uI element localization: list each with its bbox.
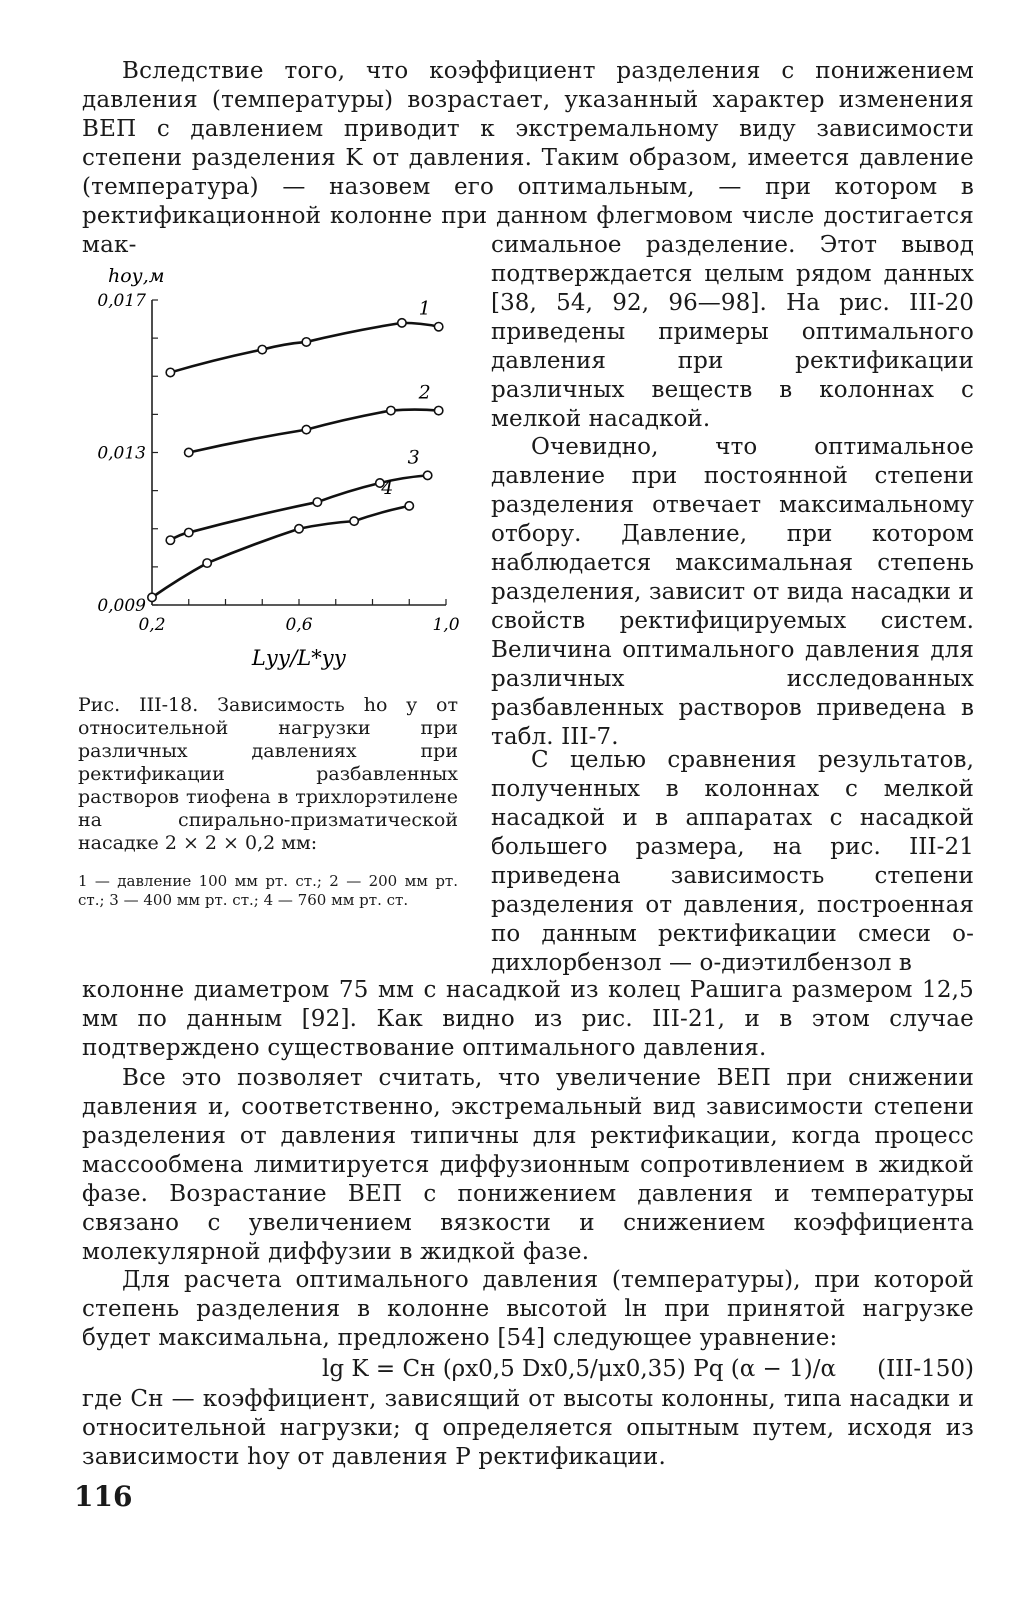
page-number: 116	[74, 1480, 133, 1513]
x-tick-label: 0,2	[138, 615, 166, 635]
data-point	[423, 471, 431, 479]
data-point	[398, 319, 406, 327]
data-point	[166, 536, 174, 544]
series-label-4: 4	[381, 476, 394, 499]
data-point	[203, 559, 211, 567]
data-point	[405, 502, 413, 510]
y-tick-label: 0,009	[97, 596, 146, 616]
data-point	[258, 345, 266, 353]
equation-number: (III-150)	[877, 1356, 974, 1382]
figure-iii-18	[70, 260, 470, 690]
paragraph-6: где Cн — коэффициент, зависящий от высоты колонны, типа насадки и относительной нагрузки; q определяется опытным путем, исходя из зависимости hоу от давления P ректификации.	[82, 1386, 974, 1470]
data-point	[185, 448, 193, 456]
series-label-3: 3	[407, 446, 420, 469]
data-point	[148, 593, 156, 601]
paragraph-2: Очевидно, что оптимальное давление при постоянной степени разделения отвечает максимальному отбору. Давление, при котором наблюдается максимальная степень разделения, зависит от вида насадки и свойств ректифицируемых систем. Величина оптимального давления для различных исследованных разбавленных растворов приведена в табл. III-7.	[491, 434, 974, 750]
paragraph-5: Для расчета оптимального давления (температуры), при которой степень разделения в колонне высотой lн при принятой нагрузке будет максимальна, предложено [54] следующее уравнение:	[82, 1267, 974, 1351]
y-axis-label: hоу,м	[108, 265, 165, 287]
data-point	[434, 322, 442, 330]
y-tick-label: 0,017	[97, 291, 146, 311]
figure-caption: Рис. III-18. Зависимость hо y от относительной нагрузки при различных давлениях при ректификации разбавленных растворов тиофена в трихлорэтилене на спирально-призматической насадке 2 × 2 × 0,2 мм:	[78, 694, 458, 854]
data-point	[166, 368, 174, 376]
x-tick-label: 0,6	[285, 615, 313, 635]
data-point	[185, 528, 193, 536]
data-point	[350, 517, 358, 525]
paragraph-3-end: колонне диаметром 75 мм с насадкой из колец Рашига размером 12,5 мм по данным [92]. Как видно из рис. III-21, и в этом случае подтверждено существование оптимального давления.	[82, 977, 974, 1061]
data-point	[387, 406, 395, 414]
data-point	[302, 425, 310, 433]
data-point	[313, 498, 321, 506]
series-line-4	[152, 506, 409, 598]
x-tick-label: 1,0	[432, 615, 460, 635]
data-point	[295, 525, 303, 533]
x-axis-label: Lуу/L*уу	[251, 646, 347, 670]
y-tick-label: 0,013	[97, 443, 146, 464]
paragraph-1-continued: симальное разделение. Этот вывод подтверждается целым рядом данных [38, 54, 92, 96—98]. На рис. III-20 приведены примеры оптимального давления при ректификации различных веществ в колоннах с мелкой насадкой.	[491, 232, 974, 432]
paragraph-4: Все это позволяет считать, что увеличение ВЕП при снижении давления и, соответственно, экстремальный вид зависимости степени разделения от давления типичны для ректификации, когда процесс массообмена лимитируется диффузионным сопротивлением в жидкой фазе. Возрастание ВЕП с понижением давления и температуры связано с увеличением вязкости и снижением коэффициента молекулярной диффузии в жидкой фазе.	[82, 1065, 974, 1265]
figure-legend: 1 — давление 100 мм рт. ст.; 2 — 200 мм рт. ст.; 3 — 400 мм рт. ст.; 4 — 760 мм рт. ст.	[78, 872, 458, 909]
paragraph-1: Вследствие того, что коэффициент разделения с понижением давления (температуры) возрастает, указанный характер изменения ВЕП с давлением приводит к экстремальному виду зависимости степени разделения K от давления. Таким образом, имеется давление (температура) — назовем его оптимальным, — при котором в ректификационной колонне при данном флегмовом числе достигается мак-	[82, 58, 974, 258]
equation-body: lg K = Cн (ρx0,5 Dx0,5/μx0,35) Pq (α − 1)/α	[322, 1356, 837, 1382]
data-point	[302, 338, 310, 346]
series-line-2	[189, 410, 439, 453]
chart-hoy-vs-load	[70, 260, 470, 690]
data-point	[434, 406, 442, 414]
series-label-1: 1	[418, 297, 431, 320]
series-label-2: 2	[418, 381, 431, 404]
paragraph-3-start: С целью сравнения результатов, полученных в колоннах с мелкой насадкой и в аппаратах с насадкой большего размера, на рис. III-21 приведена зависимость степени разделения от давления, построенная по данным ректификации смеси о-дихлорбензол — о-диэтилбензол в	[491, 747, 974, 976]
equation-iii-150	[82, 1355, 974, 1384]
series-line-1	[170, 323, 438, 373]
